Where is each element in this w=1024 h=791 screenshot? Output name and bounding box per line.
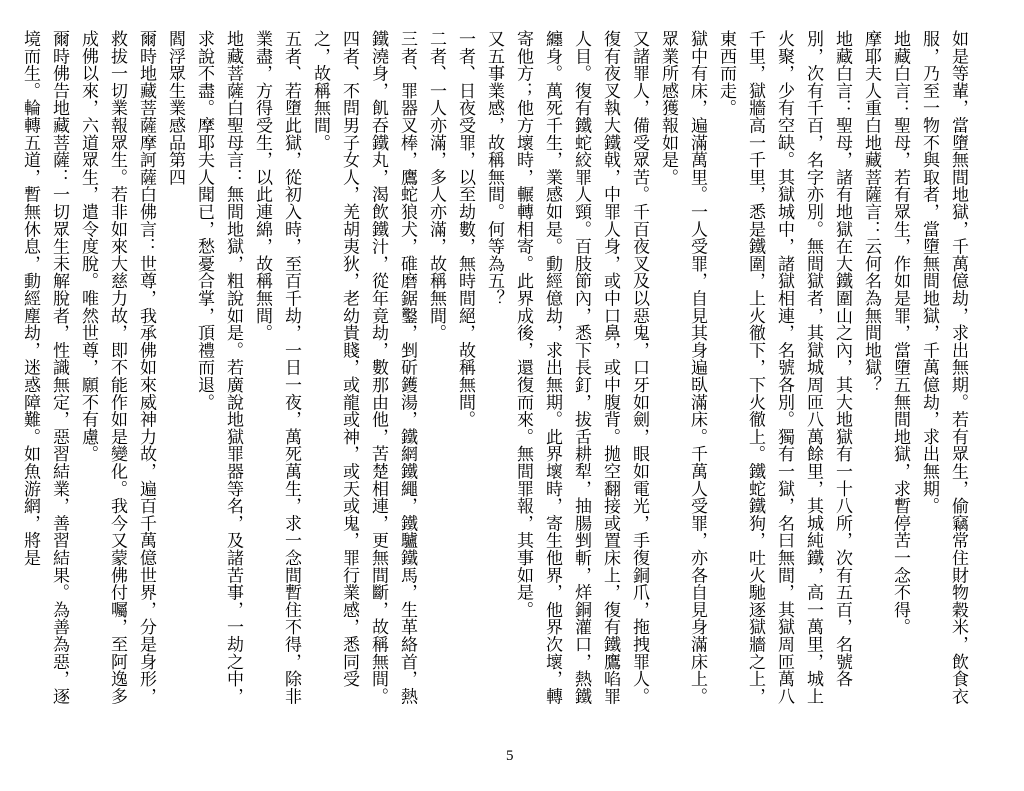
paragraph-10: 三者、罪器叉棒，鷹蛇狼犬，碓磨鋸鑿，剉斫鑊湯，鐵網鐵繩，鐵驢鐵馬，生革絡首，熱鐵澆身，飢吞鐵丸，渴飲鐵汁，從年竟劫，數那由他，苦楚相連，更無間斷，故稱無間。 — [368, 30, 417, 705]
paragraph-15: 爾時地藏菩薩摩訶薩白佛言：世尊，我承佛如來威神力故，遍百千萬億世界，分是身形，救拔一切業報眾生。若非如來大慈力故，即不能作如是變化。我今又蒙佛付囑，至阿逸多成佛以來，六道眾生，遣令度脫。唯然世尊，願不有慮。 — [78, 30, 156, 705]
paragraph-6: 又諸罪人，備受眾苦。千百夜叉及以惡鬼，口牙如劍，眼如電光，手復銅爪，拖拽罪人。復有夜叉執大鐵戟，中罪人身，或中口鼻，或中腹背。拋空翻接或置床上，復有鐵鷹啗罪人目。復有鐵蛇絞罪人頸。百肢節內，悉下長釘，拔舌耕犁，抽腸剉斬，烊銅灌口，熱鐵纏身。萬死千生，業感如是。動經億劫，求出無期。此界壞時，寄生他界，他界次壞，轉寄他方；他方壞時，輾轉相寄。此界成後，還復而來。無間罪報，其事如是。 — [513, 30, 649, 705]
paragraph-5: 獄中有床，遍滿萬里。一人受罪，自見其身遍臥滿床。千萬人受罪，亦各自見身滿床上。眾業所感獲報如是。 — [658, 30, 707, 705]
paragraph-3: 摩耶夫人重白地藏菩薩言：云何名為無間地獄？ — [861, 30, 881, 394]
paragraph-1: 如是等輩，當墮無間地獄，千萬億劫，求出無期。若有眾生，偷竊常住財物穀米，飲食衣服，乃至一物不與取者，當墮無間地獄，千萬億劫，求出無期。 — [919, 30, 968, 705]
chapter-heading: 閻浮眾生業感品第四 — [165, 30, 185, 186]
sutra-text-block — [20, 30, 972, 720]
paragraph-11: 四者、不問男子女人，羌胡夷狄，老幼貴賤，或龍或神，或天或鬼，罪行業感，悉同受之，故稱無間。 — [310, 30, 359, 688]
paragraph-16: 爾時佛告地藏菩薩：一切眾生未解脫者，性識無定，惡習結業，善習結果。為善為惡，逐境而生。輪轉五道，暫無休息，動經塵劫，迷惑障難。如魚游網，將是 — [20, 30, 69, 705]
paragraph-2: 地藏白言：聖母，若有眾生，作如是罪，當墮五無間地獄，求暫停苦一念不得。 — [890, 30, 910, 636]
page-number: 5 — [506, 748, 514, 764]
paragraph-13: 地藏菩薩白聖母言：無間地獄，粗說如是。若廣說地獄罪器等名，及諸苦事，一劫之中，求說不盡。摩耶夫人聞已，愁憂合掌，頂禮而退。 — [194, 30, 243, 705]
paragraph-4: 地藏白言：聖母，諸有地獄在大鐵圍山之內，其大地獄有一十八所，次有五百，名號各別，次有千百，名字亦別。無間獄者，其獄城周匝八萬餘里，其城純鐵，高一萬里，城上火聚，少有空缺。其獄城中，諸獄相連，名號各別。獨有一獄，名曰無間，其獄周匝萬八千里，獄牆高一千里，悉是鐵圍，上火徹下，下火徹上。鐵蛇鐵狗，吐火馳逐獄牆之上，東西而走。 — [716, 30, 852, 705]
paragraph-8: 一者、日夜受罪，以至劫數，無時間絕，故稱無間。 — [455, 30, 475, 428]
paragraph-7: 又五事業感，故稱無間。何等為五？ — [484, 30, 504, 307]
paragraph-9: 二者、一人亦滿，多人亦滿，故稱無間。 — [426, 30, 446, 342]
paragraph-12: 五者、若墮此獄，從初入時，至百千劫，一日一夜，萬死萬生，求一念間暫住不得，除非業盡，方得受生，以此連綿，故稱無間。 — [252, 30, 301, 705]
